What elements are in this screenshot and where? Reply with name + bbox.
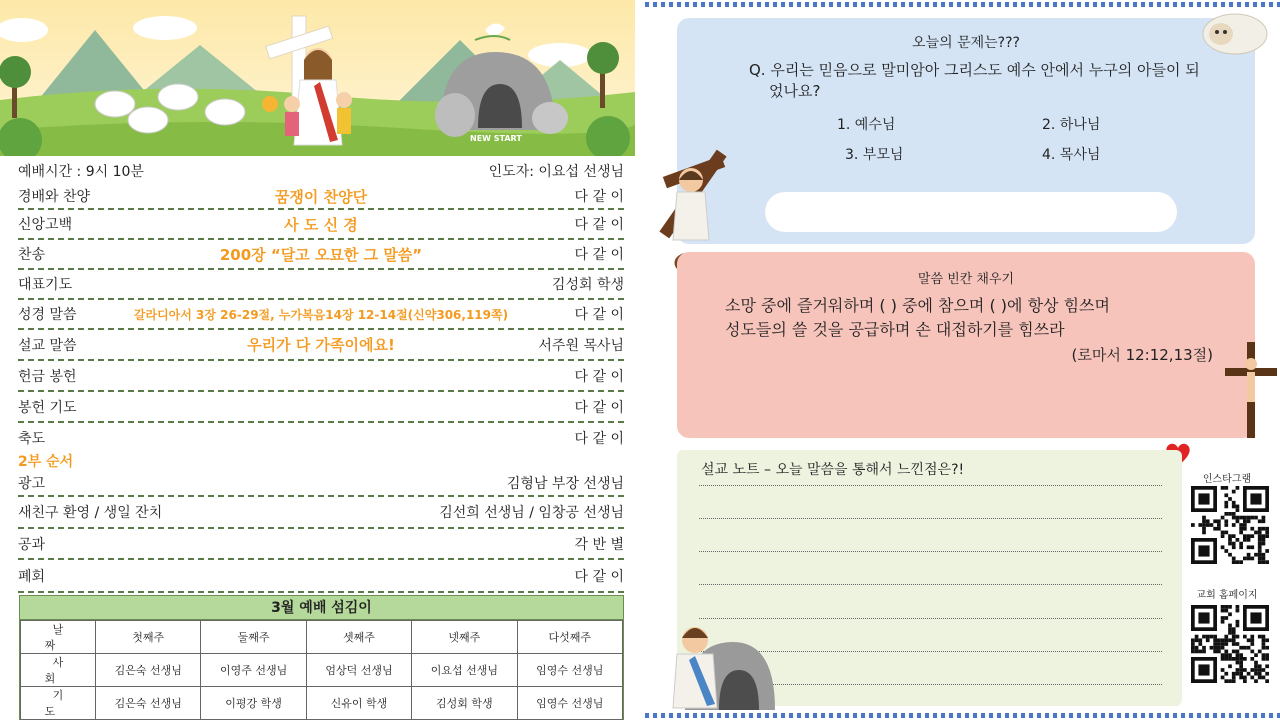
order-person: 다 같 이 xyxy=(574,431,624,447)
crucifix-icon xyxy=(1223,342,1279,440)
order-person: 다 같 이 xyxy=(574,189,624,205)
homepage-qr-code[interactable] xyxy=(1191,600,1269,688)
duty-header-cell: 다섯째주 xyxy=(517,621,622,654)
order-label: 대표기도 xyxy=(18,277,73,293)
fill-in-blank-panel xyxy=(677,252,1255,438)
quiz-option-3: 3. 부모님 xyxy=(845,147,904,163)
order-row-worship xyxy=(18,184,624,210)
order-label: 설교 말씀 xyxy=(18,337,77,354)
fill-reference: (로마서 12:12,13절) xyxy=(1071,346,1213,364)
order-label: 새친구 환영 / 생일 잔치 xyxy=(18,505,163,521)
order-person: 다 같 이 xyxy=(574,568,624,585)
order-row-creed xyxy=(18,210,624,240)
order-label: 헌금 봉헌 xyxy=(18,368,77,385)
note-line xyxy=(699,584,1162,585)
duty-cell: 엄상덕 선생님 xyxy=(306,654,411,687)
order-row-welcome xyxy=(18,497,624,529)
duty-title: 3월 예배 섬김이 xyxy=(20,596,623,620)
order-person: 다 같 이 xyxy=(574,247,624,263)
order-label: 광고 xyxy=(18,476,46,492)
duty-cell: 이영주 선생님 xyxy=(201,654,306,687)
order-person: 다 같 이 xyxy=(574,399,624,416)
fill-verse-line2: 성도들의 쓸 것을 공급하며 손 대접하기를 힘쓰라 xyxy=(725,320,1065,339)
order-person: 김선희 선생님 / 임창공 선생님 xyxy=(439,505,624,521)
duty-cell: 김성회 학생 xyxy=(412,687,517,720)
quiz-answer-box[interactable] xyxy=(765,192,1177,232)
duty-cell: 임영수 선생님 xyxy=(517,654,622,687)
service-order xyxy=(18,158,624,593)
duty-cell: 이요섭 선생님 xyxy=(412,654,517,687)
note-line xyxy=(699,485,1162,486)
order-person: 다 같 이 xyxy=(574,368,624,385)
top-dotted-border xyxy=(645,2,1280,7)
duty-header-cell: 둘째주 xyxy=(201,621,306,654)
order-row-announcements xyxy=(18,471,624,497)
jesus-at-tomb-icon xyxy=(655,614,775,712)
quiz-question: Q. 우리는 믿음으로 말미암아 그리스도 예수 안에서 누구의 아들이 되었나요? xyxy=(749,61,1200,100)
fill-verse xyxy=(725,294,1110,342)
instagram-label: 인스타그램 xyxy=(1202,474,1252,485)
notes-title: 설교 노트 – 오늘 말씀을 통해서 느낀점은?! xyxy=(701,462,965,478)
right-page xyxy=(645,0,1280,720)
order-person: 서주원 목사님 xyxy=(538,337,624,354)
order-label: 공과 xyxy=(18,536,46,553)
order-row-sermon xyxy=(18,330,624,361)
instagram-qr-code[interactable] xyxy=(1191,484,1269,566)
easter-banner-illustration xyxy=(0,0,635,156)
jesus-with-cross-icon xyxy=(649,140,729,248)
duty-roster xyxy=(19,595,624,720)
order-person: 다 같 이 xyxy=(574,307,624,323)
order-detail: 꿈쟁이 찬양단 xyxy=(274,187,368,206)
service-time: 예배시간 : 9시 10분 xyxy=(18,164,144,180)
order-label: 찬송 xyxy=(18,247,46,263)
order-label: 신앙고백 xyxy=(18,217,73,233)
new-start-tag: NEW START xyxy=(470,134,522,143)
order-detail: 사 도 신 경 xyxy=(284,215,358,234)
service-leader: 인도자: 이요섭 선생님 xyxy=(488,164,624,180)
quiz-option-4: 4. 목사님 xyxy=(1042,147,1101,163)
order-label: 폐회 xyxy=(18,568,46,585)
order-detail: 우리가 다 가족이에요! xyxy=(247,336,395,354)
order-person: 다 같 이 xyxy=(574,217,624,233)
quiz-option-1: 1. 예수님 xyxy=(837,117,896,133)
order-row-hymn xyxy=(18,240,624,270)
quiz-panel xyxy=(677,18,1255,244)
order-person: 각 반 별 xyxy=(574,536,624,553)
duty-table xyxy=(20,620,623,720)
duty-role-cell: 사 회 xyxy=(21,654,96,687)
note-line xyxy=(699,551,1162,552)
order-row-scripture xyxy=(18,300,624,330)
service-meta xyxy=(18,158,624,184)
order-row-lesson xyxy=(18,529,624,560)
duty-cell: 임영수 선생님 xyxy=(517,687,622,720)
quiz-option-2: 2. 하나님 xyxy=(1042,117,1101,133)
duty-cell: 김은숙 선생님 xyxy=(96,654,201,687)
quiz-title: 오늘의 문제는??? xyxy=(912,35,1020,51)
order-row-benediction xyxy=(18,423,624,453)
duty-header-row xyxy=(21,621,623,654)
part2-title: 2부 순서 xyxy=(18,454,74,470)
fill-verse-line1: 소망 중에 즐거워하며 ( ) 중에 참으며 ( )에 항상 힘쓰며 xyxy=(725,296,1110,315)
order-person: 김형남 부장 선생님 xyxy=(506,476,624,492)
order-label: 봉헌 기도 xyxy=(18,399,77,416)
duty-header-cell: 셋째주 xyxy=(306,621,411,654)
sheep-icon xyxy=(1193,8,1273,60)
duty-header-cell: 넷째주 xyxy=(412,621,517,654)
order-row-offering xyxy=(18,361,624,392)
duty-cell: 이평강 학생 xyxy=(201,687,306,720)
duty-row-host xyxy=(21,654,623,687)
order-row-prayer xyxy=(18,270,624,300)
duty-header-cell: 날 짜 xyxy=(21,621,96,654)
order-label: 축도 xyxy=(18,431,46,447)
order-row-offering-prayer xyxy=(18,392,624,423)
order-label: 성경 말씀 xyxy=(18,307,77,323)
duty-header-cell: 첫째주 xyxy=(96,621,201,654)
note-line xyxy=(699,518,1162,519)
homepage-label: 교회 홈페이지 xyxy=(1196,590,1258,601)
order-person: 김성회 학생 xyxy=(551,277,624,293)
order-label: 경배와 찬양 xyxy=(18,189,91,205)
left-page xyxy=(0,0,635,720)
duty-role-cell: 기 도 xyxy=(21,687,96,720)
fill-title: 말씀 빈칸 채우기 xyxy=(917,272,1015,287)
duty-row-prayer xyxy=(21,687,623,720)
duty-cell: 김은숙 선생님 xyxy=(96,687,201,720)
bottom-dotted-border xyxy=(645,713,1280,718)
duty-cell: 신유이 학생 xyxy=(306,687,411,720)
order-row-closing xyxy=(18,560,624,593)
order-detail: 갈라디아서 3장 26-29절, 누가복음14장 12-14절(신약306,119쪽) xyxy=(133,307,509,322)
order-detail: 200장 “달고 오묘한 그 말씀” xyxy=(219,245,423,264)
